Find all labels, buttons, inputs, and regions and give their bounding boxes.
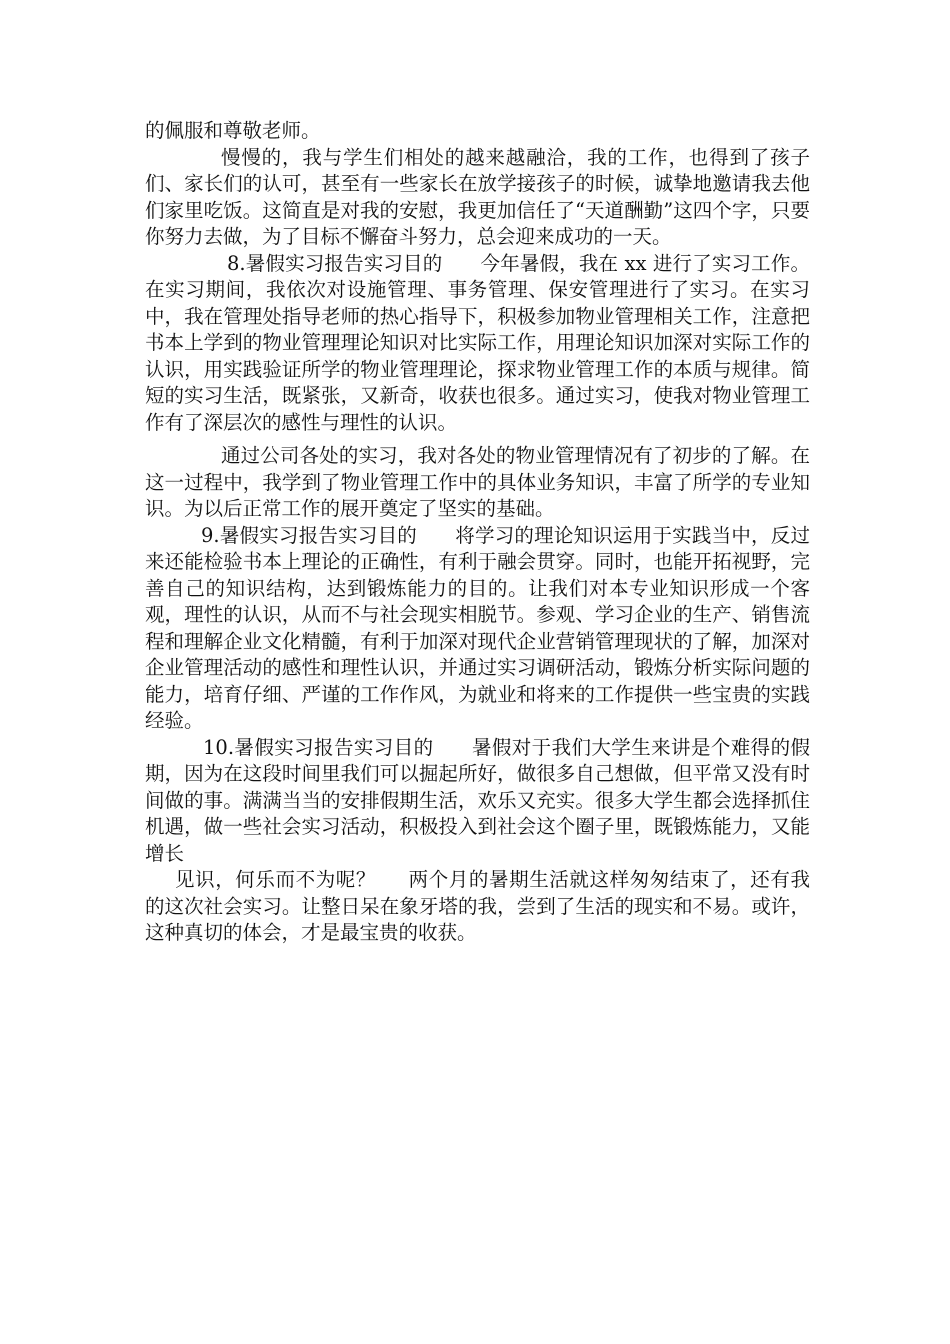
paragraph-4: 通过公司各处的实习，我对各处的物业管理情况有了初步的了解。在这一过程中，我学到了物业管理工作中的具体业务知识，丰富了所学的专业知识。为以后正常工作的展开奠定了坚实的基础。 (145, 444, 810, 520)
section-heading-8: 8.暑假实习报告实习目的 (227, 251, 443, 275)
paragraph-2: 慢慢的，我与学生们相处的越来越融洽，我的工作，也得到了孩子们、家长们的认可，甚至有一些家长在放学接孩子的时候，诚挚地邀请我去他们家里吃饭。这简直是对我的安慰，我更加信任了“天道酬勤”这四个字，只要你努力去做，为了目标不懈奋斗努力，总会迎来成功的一天。 (145, 145, 810, 248)
document-body (145, 118, 810, 947)
section-heading-9: 9.暑假实习报告实习目的 (201, 523, 418, 547)
paragraph-7 (145, 867, 810, 947)
paragraph-7-part-2: 两个月的暑期生活就这样匆匆结束了，还有我的这次社会实习。让整日呆在象牙塔的我，尝到了生活的现实和不易。或许，这种真切的体会，才是最宝贵的收获。 (145, 868, 810, 944)
paragraph-5 (145, 523, 810, 735)
section-body-9: 将学习的理论知识运用于实践当中，反过来还能检验书本上理论的正确性，有利于融会贯穿。同时，也能开拓视野，完善自己的知识结构，达到锻炼能力的目的。让我们对本专业知识形成一个客观，理性的认识，从而不与社会现实相脱节。参观、学习企业的生产、销售流程和理解企业文化精髓，有利于加深对现代企业营销管理现状的了解，加深对企业管理活动的感性和理性认识，并通过实习调研活动，锻炼分析实际问题的能力，培育仔细、严谨的工作作风，为就业和将来的工作提供一些宝贵的实践经验。 (145, 523, 810, 732)
paragraph-6 (145, 735, 810, 868)
section-body-8: 今年暑假，我在 xx 进行了实习工作。在实习期间，我依次对设施管理、事务管理、保安管理进行了实习。在实习中，我在管理处指导老师的热心指导下，积极参加物业管理相关工作，注意把书本上学到的物业管理理论知识对比实际工作，用理论知识加深对实际工作的认识，用实践验证所学的物业管理理论，探求物业管理工作的本质与规律。简短的实习生活，既紧张，又新奇，收获也很多。通过实习，使我对物业管理工作有了深层次的感性与理性的认识。 (145, 251, 810, 434)
section-body-10: 暑假对于我们大学生来讲是个难得的假期，因为在这段时间里我们可以掘起所好，做很多自己想做，但平常又没有时间做的事。满满当当的安排假期生活，欢乐又充实。很多大学生都会选择抓住机遇，做一些社会实习活动，积极投入到社会这个圈子里，既锻炼能力，又能增长 (145, 735, 810, 865)
paragraph-3 (145, 251, 810, 437)
section-heading-10: 10.暑假实习报告实习目的 (203, 735, 434, 759)
paragraph-7-part-1: 见识，何乐而不为呢？ (175, 868, 376, 891)
paragraph-1: 的佩服和尊敬老师。 (145, 119, 321, 142)
